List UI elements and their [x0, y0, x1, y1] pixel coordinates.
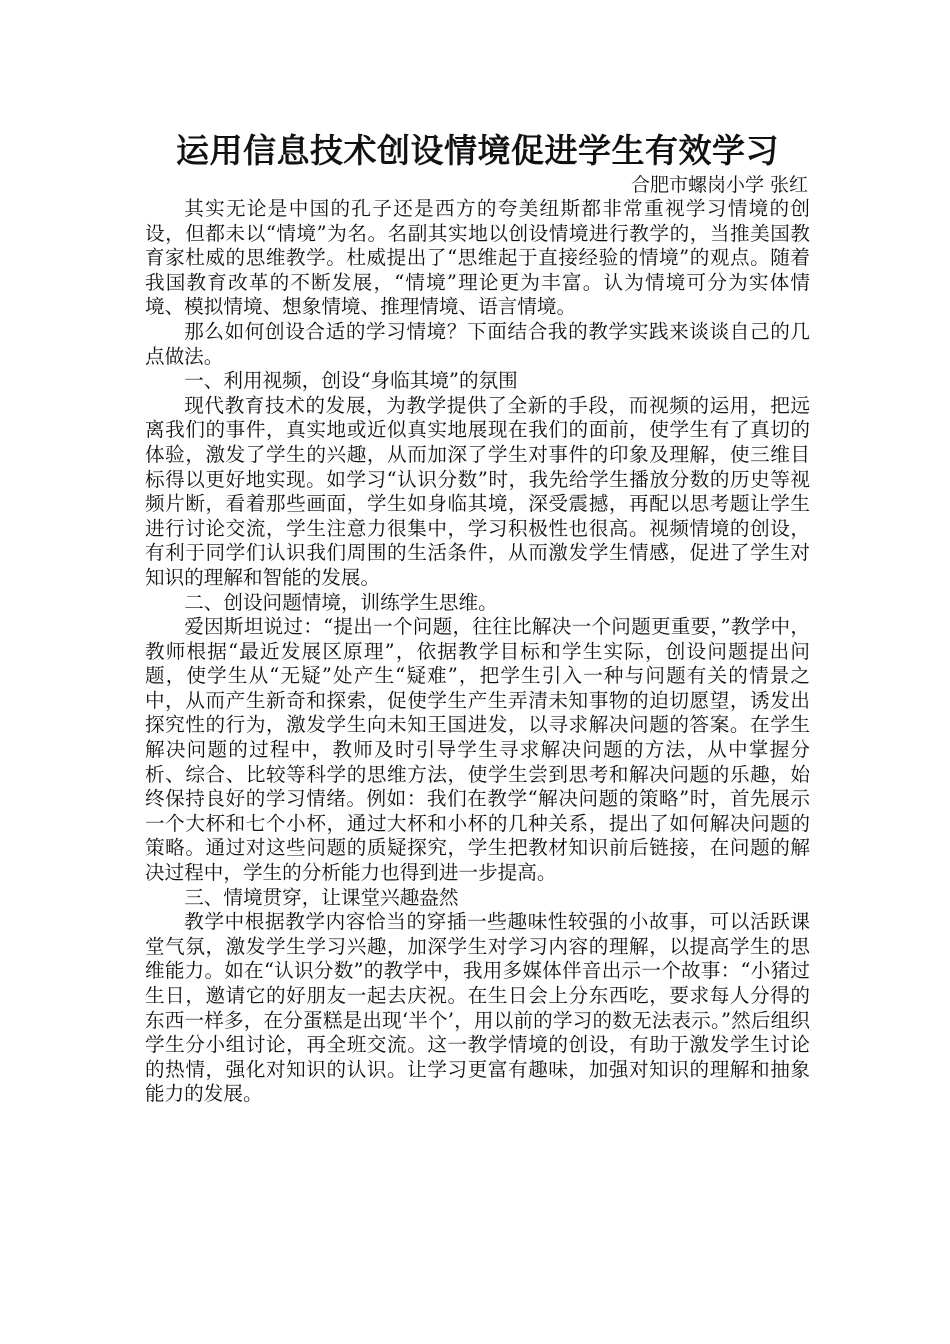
paragraph-section-2: 爱因斯坦说过：“提出一个问题，往往比解决一个问题更重要，”教学中，教师根据“最近发展区原理”，依据教学目标和学生实际，创设问题提出问题，使学生从“无疑”处产生“疑难”，把学生引入一种与问题有关的情景之中，从而产生新奇和探索，促使学生产生弄清未知事物的迫切愿望，诱发出探究性的行为，激发学生向未知王国进发，以寻求解决问题的答案。在学生解决问题的过程中，教师及时引导学生寻求解决问题的方法，从中掌握分析、综合、比较等科学的思维方法，使学生尝到思考和解决问题的乐趣，始终保持良好的学习情绪。例如：我们在教学“解决问题的策略”时，首先展示一个大杯和七个小杯，通过大杯和小杯的几种关系，提出了如何解决问题的策略。通过对这些问题的质疑探究，学生把教材知识前后链接，在问题的解决过程中，学生的分析能力也得到进一步提高。 [145, 615, 810, 885]
document-body [145, 197, 810, 1107]
paragraph-question: 那么如何创设合适的学习情境？下面结合我的教学实践来谈谈自己的几点做法。 [145, 319, 810, 368]
paragraph-intro: 其实无论是中国的孔子还是西方的夸美纽斯都非常重视学习情境的创设，但都未以“情境”为名。名副其实地以创设情境进行教学的，当推美国教育家杜威的思维教学。杜威提出了“思维起于直接经验的情境”的观点。随着我国教育改革的不断发展，“情境”理论更为丰富。认为情境可分为实体情境、模拟情境、想象情境、推理情境、语言情境。 [145, 197, 810, 319]
section-heading-2: 二、创设问题情境，训练学生思维。 [184, 590, 498, 614]
document-title: 运用信息技术创设情境促进学生有效学习 [176, 131, 779, 170]
section-heading-3: 三、情境贯穿，让课堂兴趣盎然 [184, 885, 459, 909]
author-line: 合肥市螺岗小学 张红 [630, 174, 808, 196]
paragraph-section-1: 现代教育技术的发展，为教学提供了全新的手段，而视频的运用，把远离我们的事件，真实地或近似真实地展现在我们的面前，使学生有了真切的体验，激发了学生的兴趣，从而加深了学生对事件的印象及理解，使三维目标得以更好地实现。如学习“认识分数”时，我先给学生播放分数的历史等视频片断，看着那些画面，学生如身临其境，深受震撼，再配以思考题让学生进行讨论交流，学生注意力很集中，学习积极性也很高。视频情境的创设，有利于同学们认识我们周围的生活条件，从而激发学生情感，促进了学生对知识的理解和智能的发展。 [145, 393, 810, 589]
paragraph-section-3: 教学中根据教学内容恰当的穿插一些趣味性较强的小故事，可以活跃课堂气氛，激发学生学习兴趣，加深学生对学习内容的理解，以提高学生的思维能力。如在“认识分数”的教学中，我用多媒体伴音出示一个故事：“小猪过生日，邀请它的好朋友一起去庆祝。在生日会上分东西吃，要求每人分得的东西一样多，在分蛋糕是出现‘半个’，用以前的学习的数无法表示。”然后组织学生分小组讨论，再全班交流。这一教学情境的创设，有助于激发学生讨论的热情，强化对知识的认识。让学习更富有趣味，加强对知识的理解和抽象能力的发展。 [145, 910, 810, 1106]
document-page [145, 128, 810, 1107]
section-heading-1: 一、利用视频，创设“身临其境”的氛围 [184, 369, 518, 393]
